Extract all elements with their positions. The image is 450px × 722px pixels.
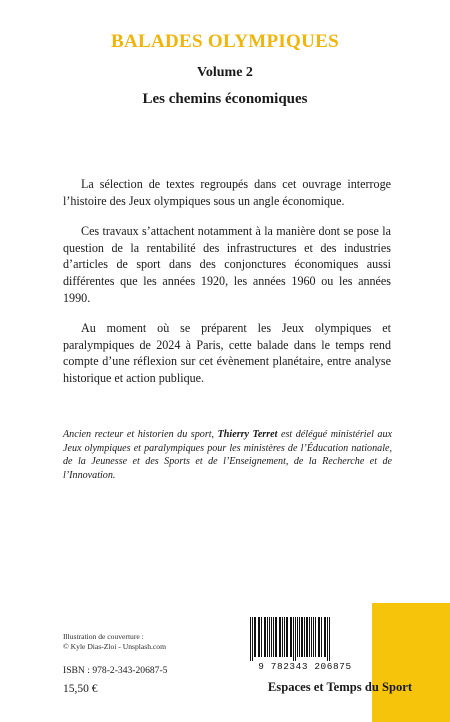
barcode-bar — [261, 617, 262, 657]
barcode-bar — [297, 617, 298, 657]
publisher-collection: Espaces et Temps du Sport — [267, 680, 413, 694]
barcode-bar — [299, 617, 300, 657]
barcode-bar — [324, 617, 326, 657]
barcode-bar — [315, 617, 316, 657]
cover-credit-source: © Kyle Dias-Zloi - Unsplash.com — [63, 641, 166, 651]
barcode-bar — [321, 617, 322, 657]
barcode-bars — [238, 617, 372, 661]
series-title: BALADES OLYMPIQUES — [110, 31, 339, 52]
barcode-bar — [284, 617, 285, 657]
author-bio-intro: Ancien recteur et historien du sport, — [63, 429, 218, 440]
barcode-bar — [258, 617, 260, 657]
yellow-color-block — [372, 603, 450, 722]
author-bio-rest: est délégué ministériel aux Jeux olympiques et paralympiques pour les ministères de l’Éducation nationale, de la Jeunesse et des Sports et de l’Enseignement, de la Recherche et de l’Innovation. — [63, 429, 392, 481]
barcode-bar — [304, 617, 305, 657]
back-cover-summary — [63, 176, 391, 401]
barcode-bar — [271, 617, 272, 657]
barcode-bar — [286, 617, 288, 657]
summary-paragraph: La sélection de textes regroupés dans cet ouvrage interroge l’histoire des Jeux olympiques sous un angle économique. — [63, 177, 391, 208]
barcode-bar — [250, 617, 251, 661]
barcode-bar — [301, 617, 303, 657]
author-bio — [63, 428, 392, 482]
cover-credit-label: Illustration de couverture : — [63, 632, 144, 641]
isbn: ISBN : 978-2-343-20687-5 — [63, 665, 168, 676]
summary-paragraph: Ces travaux s’attachent notamment à la manière dont se pose la question de la rentabilité des infrastructures et des industries d’articles de sport dans des conjonctures économiques aussi différentes que les années 1920, les années 1960 ou les années 1990. — [63, 224, 391, 305]
barcode-bar — [254, 617, 256, 657]
barcode-bar — [329, 617, 330, 661]
volume-number: Volume 2 — [197, 65, 253, 80]
header — [0, 30, 450, 109]
author-name: Thierry Terret — [217, 429, 278, 440]
price: 15,50 € — [63, 683, 98, 695]
cover-credit — [63, 632, 233, 651]
barcode-bar — [275, 617, 277, 657]
barcode-bar — [311, 617, 312, 657]
barcode-bar — [327, 617, 328, 661]
barcode-bar — [318, 617, 320, 657]
barcode-bar — [295, 617, 296, 661]
barcode-bar — [309, 617, 310, 657]
book-subtitle: Les chemins économiques — [142, 91, 308, 107]
barcode-number: 9 782343 206875 — [258, 661, 352, 672]
barcode-bar — [306, 617, 308, 657]
barcode-bar — [252, 617, 253, 661]
summary-paragraph: Au moment où se préparent les Jeux olympiques et paralympiques de 2024 à Paris, cette balade dans le temps rend compte d’une réflexion sur cet évènement planétaire, entre analyse historique et action publique. — [63, 321, 391, 385]
barcode-bar — [313, 617, 314, 657]
barcode-bar — [267, 617, 268, 657]
barcode-bar — [264, 617, 266, 657]
barcode-bar — [279, 617, 281, 657]
barcode-bar — [282, 617, 283, 657]
barcode-bar — [290, 617, 292, 657]
barcode-bar — [273, 617, 274, 657]
barcode-bar — [269, 617, 270, 657]
barcode-bar — [293, 617, 294, 661]
